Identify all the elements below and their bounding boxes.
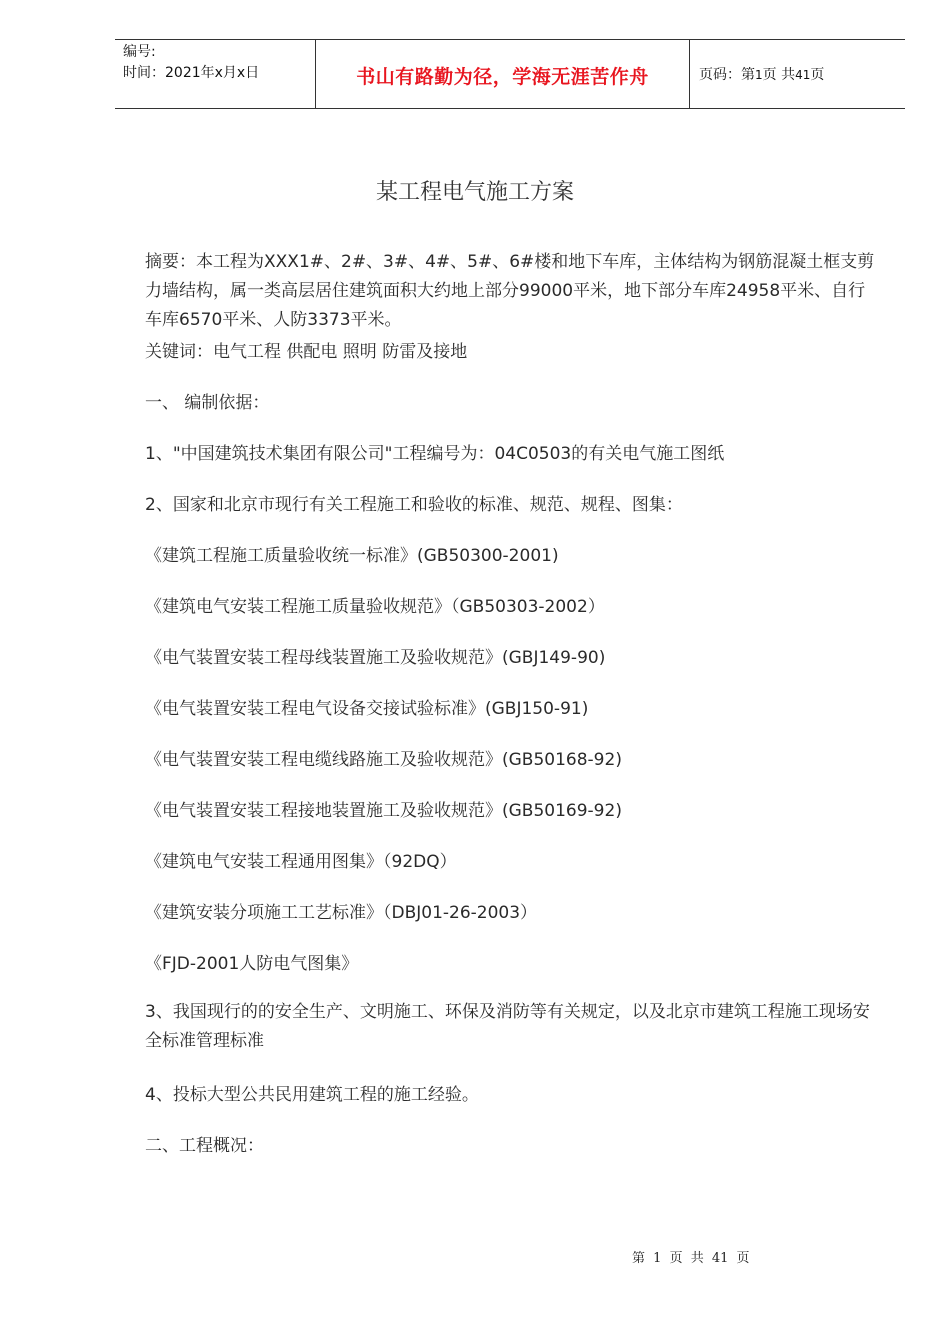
header-divider — [689, 40, 690, 108]
header-motto: 书山有路勤为径，学海无涯苦作舟 — [356, 66, 649, 88]
standard-item: 《FJD-2001人防电气图集》 — [145, 954, 359, 974]
standard-item: 《建筑安装分项施工工艺标准》（DBJ01-26-2003） — [145, 903, 538, 923]
standard-item: 《电气装置安装工程电气设备交接试验标准》(GBJ150-91) — [145, 699, 589, 719]
header-meta — [123, 42, 259, 84]
standard-item: 《电气装置安装工程接地装置施工及验收规范》(GB50169-92) — [145, 801, 622, 821]
page-code-total: 41 — [795, 68, 811, 82]
section-heading-basis: 一、 编制依据： — [145, 393, 270, 413]
section-heading-overview: 二、工程概况： — [145, 1136, 264, 1156]
standard-item: 《建筑工程施工质量验收统一标准》(GB50300-2001) — [145, 546, 559, 566]
keywords-line: 关键词：电气工程 供配电 照明 防雷及接地 — [145, 342, 468, 362]
doc-time-label: 时间：2021年x月x日 — [123, 65, 260, 81]
footer-current-page: 1 — [653, 1251, 662, 1266]
standard-item: 《电气装置安装工程电缆线路施工及验收规范》(GB50168-92) — [145, 750, 622, 770]
page-code-current: 1 — [755, 68, 763, 82]
page-code-prefix: 页码：第 — [699, 67, 755, 83]
basis-item-4: 4、投标大型公共民用建筑工程的施工经验。 — [145, 1085, 479, 1105]
document-title: 某工程电气施工方案 — [375, 180, 574, 205]
basis-item-2: 2、国家和北京市现行有关工程施工和验收的标准、规范、规程、图集： — [145, 495, 683, 515]
footer-total-pages: 41 — [711, 1251, 729, 1266]
standard-item: 《电气装置安装工程母线装置施工及验收规范》(GBJ149-90) — [145, 648, 606, 668]
page-footer — [632, 1247, 750, 1266]
page-header — [115, 39, 905, 109]
footer-prefix: 第 — [632, 1251, 646, 1266]
doc-number-label: 编号: — [123, 44, 156, 60]
page-code-mid: 页 共 — [762, 67, 796, 83]
footer-suffix: 页 — [736, 1251, 750, 1266]
standard-item: 《建筑电气安装工程施工质量验收规范》（GB50303-2002） — [145, 597, 605, 617]
abstract-paragraph: 摘要：本工程为XXX1#、2#、3#、4#、5#、6#楼和地下车库，主体结构为钢筋混凝土框支剪力墙结构，属一类高层居住建筑面积大约地上部分99000平米，地下部分车库24958平米、自行车库6570平米、人防3373平米。 — [145, 252, 875, 330]
header-page-code — [699, 64, 824, 84]
basis-item-1: 1、"中国建筑技术集团有限公司"工程编号为：04C0503的有关电气施工图纸 — [145, 444, 725, 464]
page-code-suffix: 页 — [810, 67, 825, 83]
standard-item: 《建筑电气安装工程通用图集》（92DQ） — [145, 852, 457, 872]
footer-mid: 页 共 — [669, 1251, 704, 1266]
basis-item-3: 3、我国现行的的安全生产、文明施工、环保及消防等有关规定，以及北京市建筑工程施工现场安全标准管理标准 — [145, 1002, 870, 1051]
